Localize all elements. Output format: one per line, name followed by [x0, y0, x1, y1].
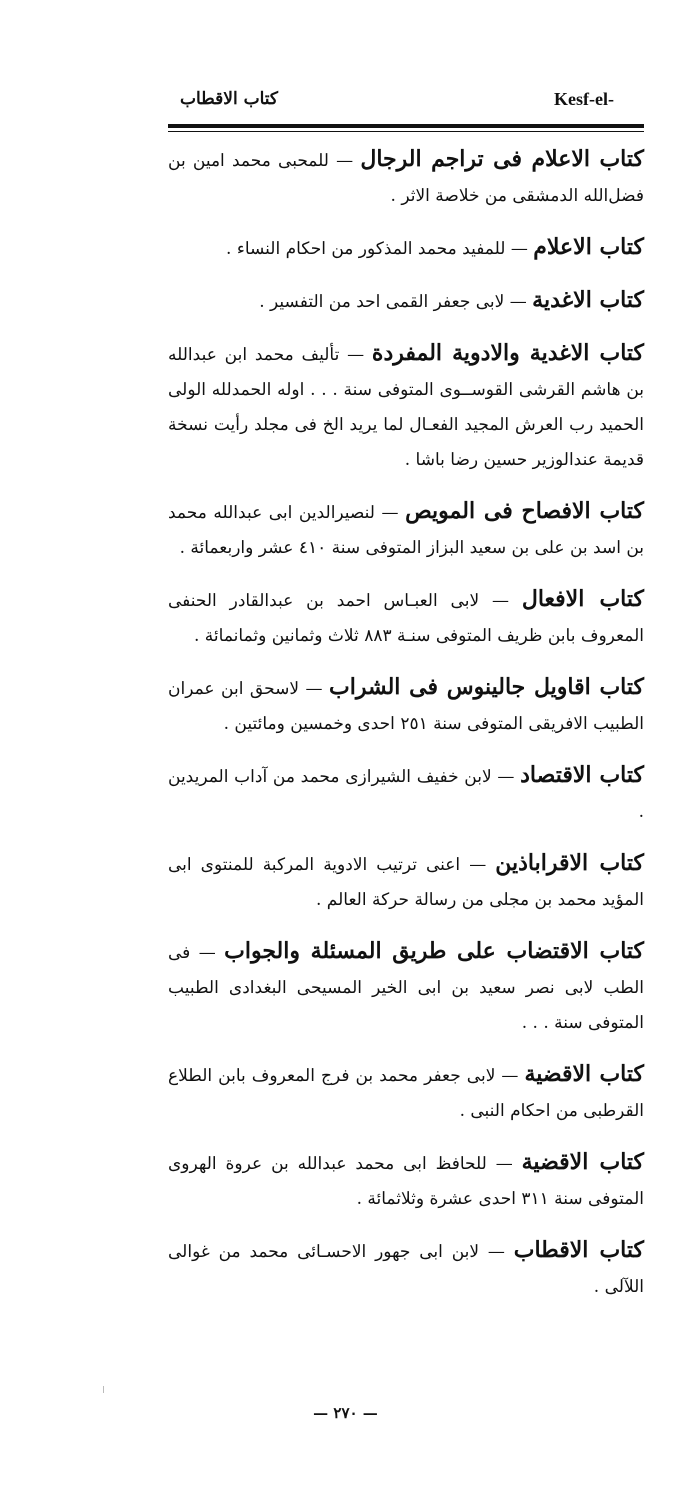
header-rule-thick [168, 124, 644, 128]
entry [168, 670, 644, 742]
entry-title: كتاب الاغدية والادوية المفردة [371, 340, 645, 366]
entry-text: — لابى العبـاس احمد بن عبدالقادر الحنفى المعروف بابن ظريف المتوفى سنـة ٨٨٣ ثلاث وثمانين وثمانمائة . [168, 591, 644, 646]
entry-title: كتاب الاغدية [532, 287, 644, 313]
entry-text: — لابن ابى جهور الاحسـائى محمد من غوالى اللآلى . [168, 1242, 644, 1297]
entry-title: كتاب الاقتضاب على طريق المسئلة والجواب [224, 938, 645, 964]
entry-title: كتاب الاقتصاد [520, 762, 645, 788]
entry-title: كتاب الاعلام [533, 234, 644, 260]
entry-text: — للحافظ ابى محمد عبدالله بن عروة الهروى المتوفى سنة ٣١١ احدى عشرة وثلاثمائة . [168, 1154, 644, 1209]
scan-speck [103, 1386, 104, 1393]
entry-title: كتاب الاعلام فى تراجم الرجال [360, 146, 644, 172]
header-rule-thin [168, 131, 644, 132]
entry-title: كتاب اقاويل جالينوس فى الشراب [329, 674, 644, 700]
entry-text: — لاسحق ابن عمران الطبيب الافريقى المتوفى سنة ٢٥١ احدى وخمسين ومائتين . [168, 679, 644, 734]
entry-title: كتاب الاقراباذين [495, 850, 644, 876]
entry [168, 582, 644, 654]
entry-text: — لابن خفيف الشيرازى محمد من آداب المريدين . [168, 767, 644, 822]
entry-text: — لابى جعفر القمى احد من التفسير . [259, 292, 533, 312]
entry [168, 494, 644, 566]
running-header-latin: Kesf-el- [554, 89, 614, 109]
entry [168, 230, 644, 267]
entry-text: — فى الطب لابى نصر سعيد بن ابى الخير المسيحى البغدادى الطبيب المتوفى سنة . . . [168, 943, 644, 1033]
entry-title: كتاب الاقضية [524, 1061, 644, 1087]
entry [168, 336, 644, 478]
entry [168, 1057, 644, 1129]
entry-list [168, 142, 644, 1321]
entry-text: — لابى جعفر محمد بن فرج المعروف بابن الطلاع القرطبى من احكام النبى . [168, 1066, 644, 1121]
running-header-arabic: كتاب الاقطاب [180, 89, 278, 109]
entry [168, 1233, 644, 1305]
entry [168, 1145, 644, 1217]
entry [168, 934, 644, 1041]
entry [168, 846, 644, 918]
entry [168, 758, 644, 830]
page-number: — ٢٧٠ — [313, 1404, 378, 1422]
entry-title: كتاب الافعال [521, 586, 644, 612]
entry-title: كتاب الافصاح فى المويص [405, 498, 644, 524]
entry-text: — تأليف محمد ابن عبدالله بن هاشم القرشى القوســوى المتوفى سنة . . . اوله الحمدلله الولى الحميد رب العرش المجيد الفعـال لما يريد الخ فى مجلد رأيت نسخة قديمة عندالوزير حسين رضا باشا . [168, 345, 644, 470]
entry [168, 142, 644, 214]
entry-title: كتاب الاقضية [521, 1149, 645, 1175]
entry-title: كتاب الاقطاب [513, 1237, 644, 1263]
entry-text: — لنصيرالدين ابى عبدالله محمد بن اسد بن على بن سعيد البزاز المتوفى سنة ٤١٠ عشر واربعمائة . [168, 503, 644, 558]
entry [168, 283, 644, 320]
entry-text: — اعنى ترتيب الادوية المركبة للمنتوى ابى المؤيد محمد بن مجلى من رسالة حركة العالم . [168, 855, 644, 910]
entry-text: — للمحبى محمد امين بن فضل‌الله الدمشقى من خلاصة الاثر . [168, 151, 644, 206]
entry-text: — للمفيد محمد المذكور من احكام النساء . [226, 239, 534, 259]
